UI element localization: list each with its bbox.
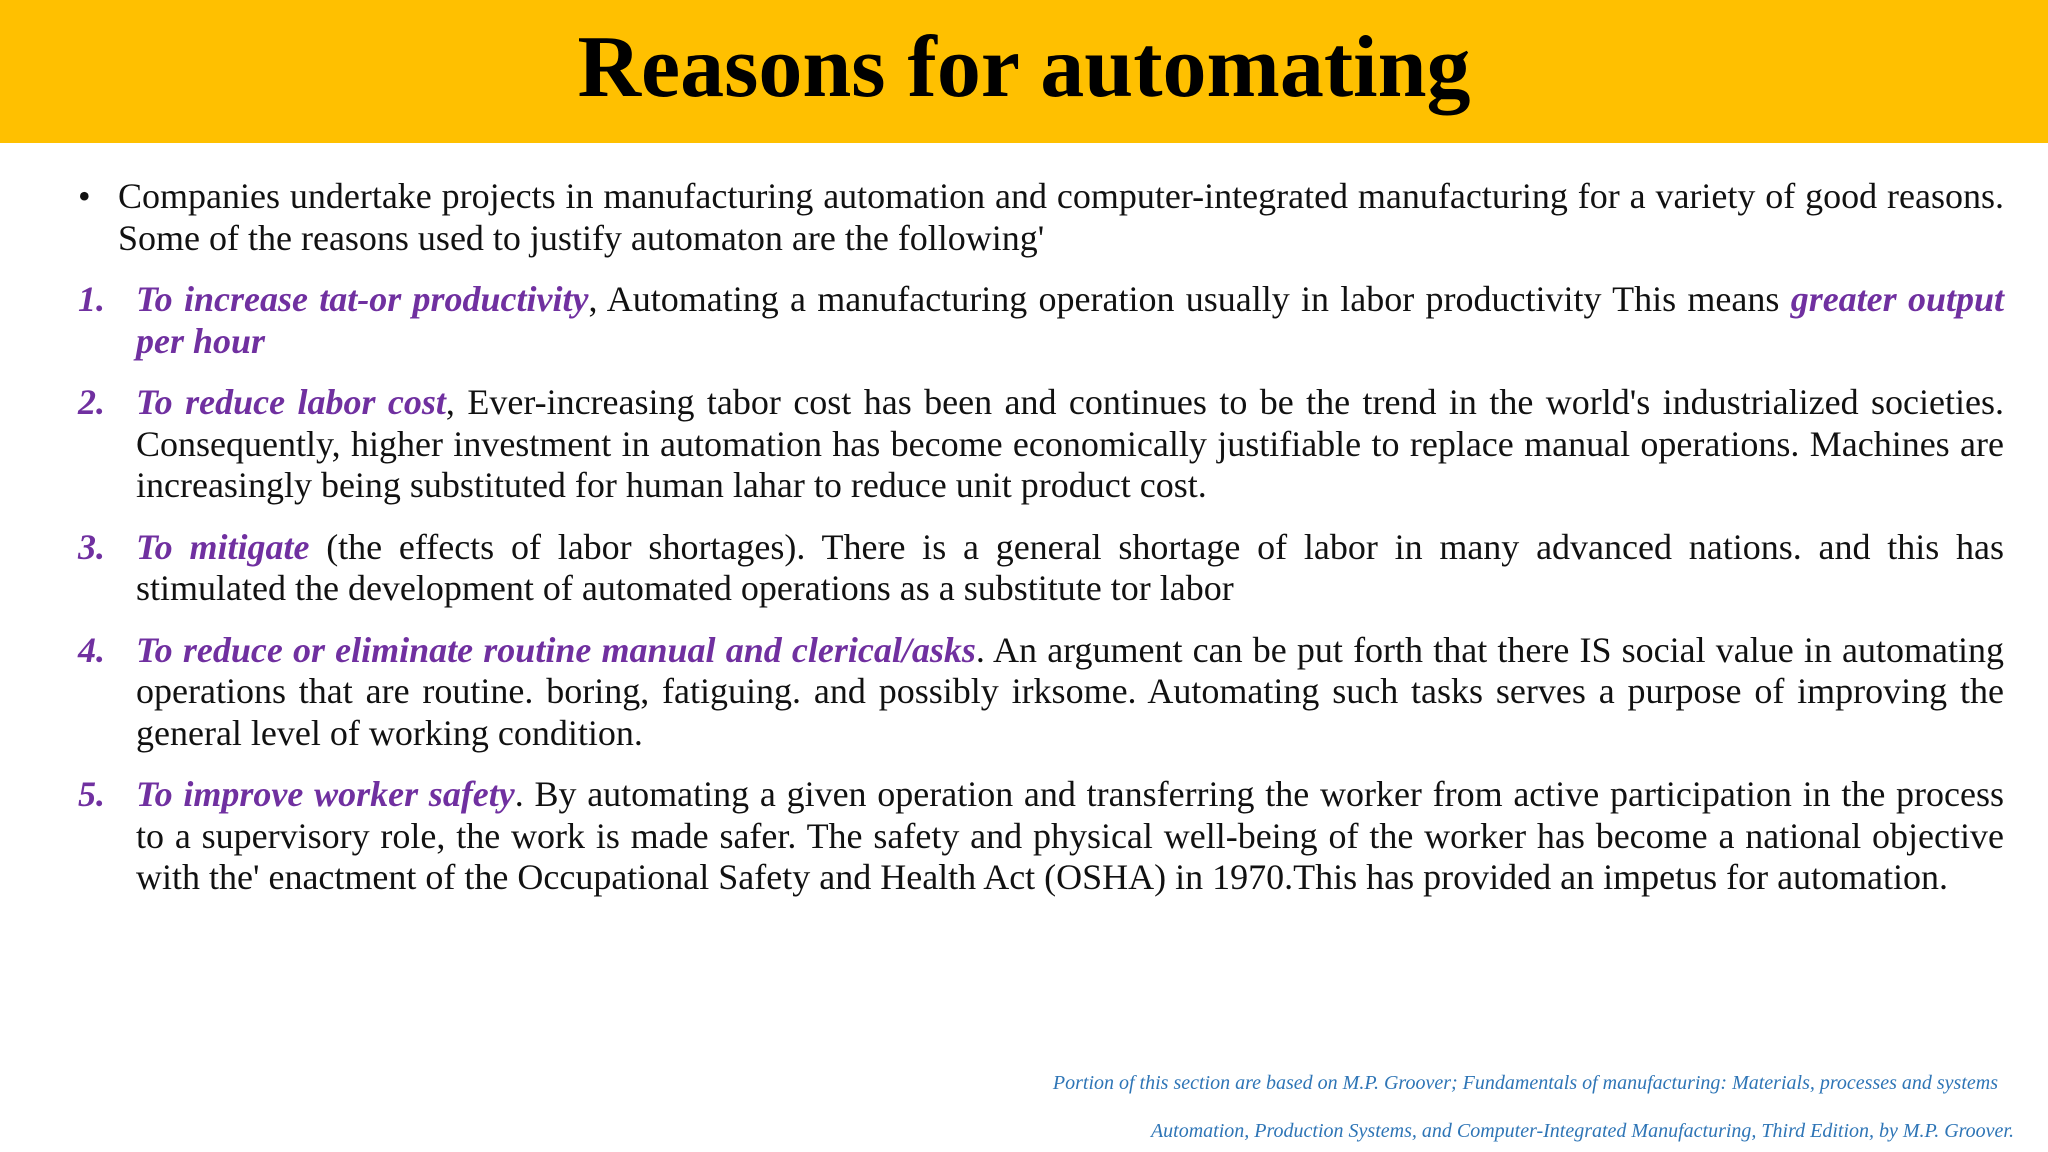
item-lead: To reduce labor cost (136, 382, 446, 422)
item-lead: To mitigate (136, 526, 310, 567)
list-item (74, 774, 2004, 899)
item-body: . An argument can be put forth that there IS social value in automating operations that are routine. boring, fatiguing. and possibly irksome. Automating such tasks serves a purpose of improving the general level of working condition. (136, 629, 2005, 753)
list-item (74, 279, 2004, 362)
item-number: 5. (78, 774, 105, 814)
item-body: . By automating a given operation and transferring the worker from active participation in the process to a supervisory role, the work is made safer. The safety and physical well-being of the worker has become a national objective with the' enactment of the Occupational Safety and Health Act (OSHA) in 1970.This has provided an impetus for automation. (136, 774, 2004, 897)
slide-title: Reasons for automating (577, 18, 1471, 116)
bullet-marker: • (78, 176, 91, 216)
item-number: 3. (78, 526, 105, 567)
item-tail-highlight: greater output per hour (136, 279, 2004, 361)
item-text (136, 382, 2004, 507)
slide-content (74, 176, 2004, 919)
item-body: , Automating a manufacturing operation usually in labor productivity This means (588, 279, 1791, 319)
item-body: , Ever-increasing tabor cost has been and continues to be the trend in the world's industrialized societies. Consequently, higher investment in automation has become economically justifiable to replace manual operations. Machines are increasingly being substituted for human lahar to reduce unit product cost. (136, 382, 2004, 505)
item-number: 1. (78, 279, 105, 319)
title-bar (0, 0, 2048, 143)
footer-citation-1: Portion of this section are based on M.P. Groover; Fundamentals of manufacturing: Materials, processes and systems (1052, 1072, 1998, 1094)
item-text (136, 527, 2004, 610)
item-text (136, 630, 2004, 755)
footer-citation-2: Automation, Production Systems, and Computer-Integrated Manufacturing, Third Edition, by M.P. Groover. (1150, 1120, 2014, 1142)
intro-text: Companies undertake projects in manufacturing automation and computer-integrated manufacturing for a variety of good reasons. Some of the reasons used to justify automaton are the following' (118, 176, 2004, 258)
intro-bullet (74, 176, 2004, 259)
item-number: 4. (78, 629, 105, 670)
item-lead: To reduce or eliminate routine manual and clerical/asks (136, 629, 976, 670)
item-body: (the effects of labor shortages). There is a general shortage of labor in many advanced nations. and this has stimulated the development of automated operations as a substitute tor labor (136, 526, 2004, 608)
list-item (74, 382, 2004, 507)
item-lead: To increase tat-or productivity (136, 279, 589, 319)
item-lead: To improve worker safety (136, 774, 515, 814)
item-number: 2. (78, 382, 105, 422)
list-item (74, 630, 2004, 755)
list-item (74, 527, 2004, 610)
item-text (136, 279, 2004, 362)
item-text (136, 774, 2004, 899)
